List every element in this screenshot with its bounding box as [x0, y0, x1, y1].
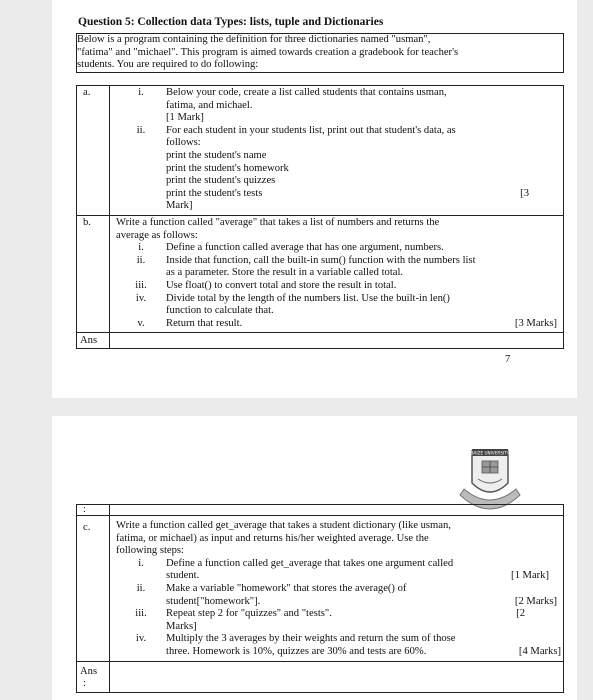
item-text: three. Homework is 10%, quizzes are 30% and tests are 60%.: [166, 645, 427, 657]
item-text: print the student's name: [166, 149, 267, 161]
answer-area[interactable]: [110, 661, 564, 692]
question-parts-table: [76, 85, 564, 349]
intro-line: Below is a program containing the definition for three dictionaries named "usman",: [77, 34, 431, 45]
part-stem: average as follows:: [116, 229, 198, 241]
part-letter: c.: [77, 516, 110, 662]
item-number: iv.: [135, 633, 147, 645]
answer-row: [77, 661, 564, 692]
item-text: Make a variable "homework" that stores the average() of: [166, 582, 407, 594]
item-text: Return that result.: [166, 317, 243, 329]
item-text: student["homework"].: [166, 595, 261, 607]
list-item: [116, 87, 563, 125]
item-number: v.: [137, 317, 145, 329]
empty-cell: [110, 505, 564, 516]
item-number: ii.: [136, 582, 146, 594]
answer-row: [77, 333, 564, 349]
colon-mark: :: [83, 678, 86, 690]
part-stem: Write a function called "average" that takes a list of numbers and returns the: [116, 216, 440, 228]
list-item: [116, 280, 563, 293]
part-c-row: [77, 516, 564, 662]
item-text: Below your code, create a list called students that contains usman,: [166, 87, 447, 98]
colon-mark: :: [77, 505, 110, 516]
answer-label-text: Ans: [80, 665, 98, 677]
item-text: as a parameter. Store the result in a variable called total.: [166, 267, 404, 279]
intro-line: students. You are required to do following:: [77, 59, 259, 71]
question-title: Question 5: Collection data Types: lists, tuple and Dictionaries: [78, 16, 384, 28]
item-text: Use float() to convert total and store the result in total.: [166, 279, 397, 291]
list-item: [116, 583, 563, 608]
part-a-row: [77, 86, 564, 216]
part-c-body: [110, 516, 564, 662]
answer-label: Ans: [77, 333, 110, 349]
list-item: [116, 633, 563, 658]
document-page-1: [52, 0, 577, 398]
part-stem: following steps:: [116, 545, 184, 557]
list-item: [116, 242, 563, 255]
page-number: 7: [505, 354, 511, 365]
item-mark: [3 Marks]: [514, 317, 557, 329]
item-text: follows:: [166, 137, 201, 149]
item-mark: [1 Mark]: [511, 570, 549, 582]
item-mark: [2 Marks]: [514, 595, 557, 607]
item-number: ii.: [136, 254, 146, 266]
item-text: Define a function called average that has one argument, numbers.: [166, 242, 444, 254]
item-number: iv.: [135, 292, 147, 304]
answer-area[interactable]: [110, 333, 564, 349]
item-text: Define a function called get_average that takes one argument called: [166, 557, 454, 569]
answer-label: [77, 661, 110, 692]
list-item: [116, 293, 563, 318]
item-text: student.: [166, 570, 200, 582]
item-mark: [4 Marks]: [518, 645, 561, 657]
list-item: [116, 318, 563, 331]
item-mark: Mark]: [166, 200, 193, 212]
item-number: iii.: [135, 608, 147, 620]
item-text: print the student's quizzes: [166, 175, 276, 187]
item-text: function to calculate that.: [166, 305, 274, 317]
document-page-2: [52, 416, 577, 700]
item-number: ii.: [136, 124, 146, 136]
item-text: fatima, and michael.: [166, 99, 253, 111]
item-mark: [1 Mark]: [166, 112, 204, 124]
item-text: print the student's tests: [166, 187, 263, 199]
item-number: i.: [138, 242, 144, 254]
question-intro: [77, 34, 564, 73]
item-text: Divide total by the length of the numbers list. Use the built-in len(): [166, 292, 450, 304]
part-b-row: [77, 215, 564, 332]
item-text: Inside that function, call the built-in sum() function with the numbers list: [166, 254, 476, 266]
item-text: Repeat step 2 for "quizzes" and "tests".: [166, 608, 332, 620]
part-stem: Write a function called get_average that takes a student dictionary (like usman,: [116, 520, 451, 531]
list-item: [116, 125, 563, 213]
item-text: For each student in your students list, print out that student's data, as: [166, 124, 456, 136]
question-intro-box: [76, 33, 564, 73]
part-a-body: [110, 86, 564, 216]
item-mark: Marks]: [166, 620, 197, 632]
list-item: [116, 608, 563, 633]
list-item: [116, 255, 563, 280]
question-c-table: [76, 504, 564, 693]
item-text: print the student's homework: [166, 162, 289, 174]
part-letter: b.: [77, 215, 110, 332]
item-number: iii.: [135, 279, 147, 291]
list-item: [116, 558, 563, 583]
item-text: Multiply the 3 averages by their weights and return the sum of those: [166, 633, 456, 645]
item-number: i.: [138, 557, 144, 569]
item-mark: [2: [516, 608, 525, 620]
intro-line: "fatima" and "michael". This program is aimed towards creation a gradebook for teacher's: [77, 46, 459, 58]
item-number: i.: [138, 87, 144, 98]
seal-text: BAIZE UNIVERSITY: [470, 450, 510, 456]
part-b-body: [110, 215, 564, 332]
part-letter: a.: [77, 86, 110, 216]
item-mark: [3: [520, 187, 529, 199]
part-stem: fatima, or michael) as input and returns his/her weighted average. Use the: [116, 532, 429, 544]
